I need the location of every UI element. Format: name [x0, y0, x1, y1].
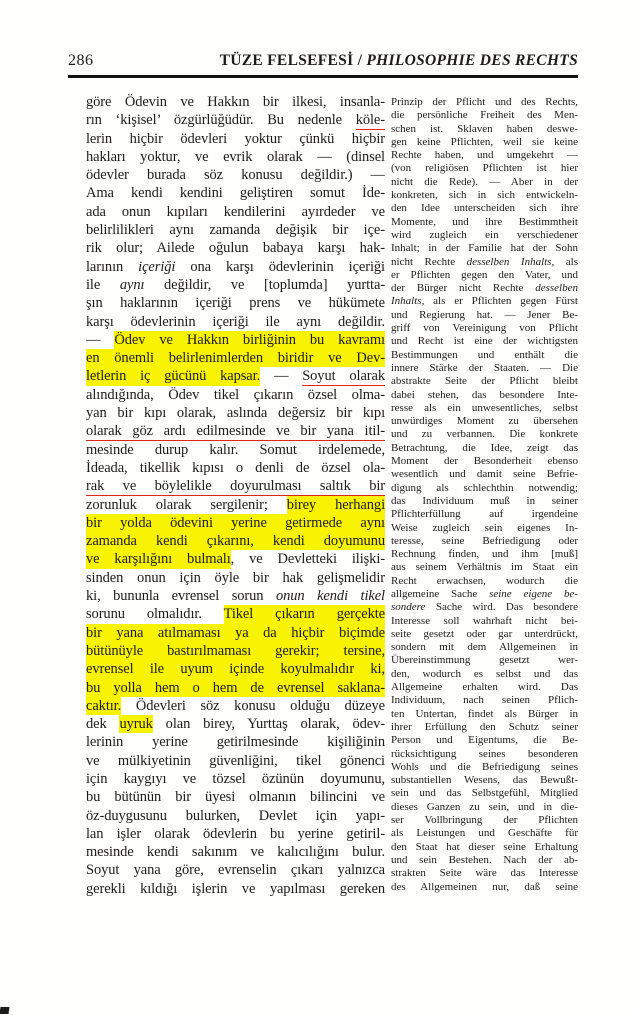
text-line	[391, 801, 578, 814]
text-line	[86, 441, 385, 459]
text-segment: — (dinsel	[302, 148, 385, 165]
text-segment: Sache wird. Das besondere	[425, 601, 578, 614]
text-line	[86, 496, 385, 514]
text-line	[86, 679, 385, 697]
text-segment: Allgemeine erhalten wird. Das	[391, 681, 578, 694]
underlined-text: hakları yoktur, ve evrik olarak	[86, 149, 303, 166]
text-line	[86, 148, 385, 166]
text-line	[391, 189, 578, 202]
text-segment: ten Untertan, findet als Bürger in	[391, 707, 578, 720]
text-segment: —	[86, 331, 115, 348]
text-line	[86, 752, 385, 770]
text-line	[86, 807, 385, 825]
text-line	[391, 322, 578, 335]
text-line	[86, 624, 385, 642]
text-segment: rın ‘kişisel’ özgürlüğüdür. Bu nedenle	[86, 112, 356, 129]
text-line	[86, 843, 385, 861]
text-line	[86, 861, 385, 879]
text-segment: öz-duygusunu bulurken, Devlet için yapı-	[86, 807, 385, 824]
text-segment: Rechte haben, und umgekehrt —	[391, 149, 578, 162]
text-segment: Ama kendi kendini geliştiren somut İde-	[86, 185, 385, 202]
text-line	[391, 774, 578, 787]
text-segment: Prinzip der Pflicht und des Rechts,	[391, 96, 578, 108]
text-line	[391, 349, 578, 362]
text-line	[86, 459, 385, 477]
text-segment: und zu verbannen. Die konkrete	[391, 428, 578, 441]
highlighted-underlined-text: birey herhangi	[287, 496, 385, 514]
text-line	[391, 561, 578, 574]
underlined-text: zorunluk olarak sergilenir;	[86, 497, 268, 514]
text-line	[391, 269, 578, 282]
text-segment: karşı ödevlerinin içeriği ile aynı değildir.	[86, 313, 385, 330]
text-segment: belirlilikleri aynı zamanda değişik bir içe-	[86, 222, 385, 239]
italic-text: sondere	[391, 601, 426, 614]
text-line	[391, 601, 578, 614]
underlined-text: rak ve böylelikle doyurulması saltık bir	[86, 478, 385, 495]
highlighted-underlined-text: caktır.	[86, 697, 121, 715]
underlined-text: tikellik kıpısı o denli de özsel ola-	[140, 460, 385, 477]
highlighted-underlined-text: bu yolla hem o hem de evrensel saklana-	[86, 679, 385, 697]
text-line	[391, 628, 578, 641]
text-segment: , ve Devletteki ilişki-	[230, 551, 385, 568]
text-segment: wesentlich und damit seine Befrie-	[391, 468, 578, 481]
text-line	[86, 587, 385, 605]
text-segment: için kaygıyı ve tözsel özünün doyumunu,	[86, 770, 385, 787]
text-segment: er Pflichten gegen den Vater, und	[391, 268, 578, 281]
text-segment: Wohls und die Befriedigung seines	[391, 760, 578, 773]
text-segment	[268, 497, 287, 513]
text-segment: den Idee unterscheiden sich ihre	[391, 202, 578, 215]
text-line	[86, 550, 385, 568]
text-line	[391, 535, 578, 548]
text-segment: aus seinem Verhältnis im Staat ein	[391, 561, 578, 574]
text-line	[391, 761, 578, 774]
running-title	[220, 52, 578, 70]
text-segment: rik olur; Ailede oğulun babaya karşı hak-	[86, 240, 385, 257]
text-line	[391, 402, 578, 415]
text-line	[391, 508, 578, 521]
text-line	[86, 422, 385, 440]
text-line	[391, 734, 578, 747]
underlined-text: Soyut olarak	[302, 368, 385, 385]
text-line	[391, 309, 578, 322]
text-line	[391, 123, 578, 136]
text-line	[391, 814, 578, 827]
text-segment: die persönliche Freiheit des Men-	[391, 109, 578, 122]
italic-text: seine eigene be-	[489, 587, 578, 600]
text-line	[391, 136, 578, 149]
highlighted-underlined-text: Tikel çıkarın gerçekte	[224, 605, 385, 623]
text-segment: ihrer Erfüllung den Schutz seiner	[391, 720, 578, 733]
italic-text: onun kendi tikel	[275, 588, 385, 605]
text-line	[86, 642, 385, 660]
text-segment: (von religiösen Pflichten ist hier	[391, 162, 578, 175]
highlighted-underlined-text: ve karşılığını bulmalı	[86, 550, 231, 568]
underlined-text: mesinde durup kalır.	[86, 442, 238, 459]
text-segment: digung als schlechthin notwendig;	[391, 481, 578, 494]
text-segment: göre Ödevin ve Hakkın bir ilkesi, insanla-	[86, 94, 385, 110]
text-line	[86, 660, 385, 678]
text-segment: teresse, seine Befriedigung oder	[391, 534, 578, 547]
text-line	[86, 715, 385, 733]
text-segment: den Staat hat dieser seine Erhaltung	[391, 840, 578, 853]
text-segment: Interesse soll wahrhaft nicht bei-	[391, 614, 578, 627]
text-line	[391, 854, 578, 867]
text-segment: Ödevleri söz konusu olduğu düzeye	[121, 697, 385, 714]
text-line	[391, 96, 578, 109]
text-segment: nicht die Rede). — Aber in der	[391, 175, 578, 188]
text-line	[391, 787, 578, 800]
text-line	[391, 229, 578, 242]
text-line	[86, 569, 385, 587]
text-line	[391, 428, 578, 441]
text-line	[86, 331, 385, 349]
text-segment: ada onun kıpıları kendilerini ayırdeder ve	[86, 203, 385, 220]
text-line	[86, 294, 385, 312]
italic-text: Inhalts	[391, 295, 422, 308]
text-line	[86, 514, 385, 532]
highlighted-underlined-text: evrensel ile uyum içinde koyulmalıdır ki,	[86, 660, 385, 678]
text-line	[86, 130, 385, 148]
text-segment: Inhalt; in der Familie hat der Sohn	[391, 242, 578, 255]
highlighted-underlined-text: Dev-	[356, 349, 385, 367]
text-line	[86, 733, 385, 751]
highlighted-underlined-text: bütünüyle bastırılmaması gerekir; tersine,	[86, 642, 385, 660]
text-line	[86, 111, 385, 129]
text-line	[86, 203, 385, 221]
highlighted-text: en önemli belirlenimlerden biridir ve	[86, 349, 356, 367]
text-segment: , als er Pflichten gegen Fürst	[421, 295, 578, 308]
text-line	[391, 575, 578, 588]
text-segment: larının	[86, 258, 139, 275]
text-line	[391, 721, 578, 734]
text-line	[391, 841, 578, 854]
highlighted-underlined-text: letlerin iç gücünü kapsar.	[86, 367, 260, 385]
scan-artifact-mark	[0, 1007, 9, 1014]
text-segment: Moment der Besonderheit ebenso	[391, 455, 578, 468]
text-segment: als Leistungen und Geschäfte für	[391, 827, 578, 840]
italic-text: içeriği	[138, 258, 176, 275]
text-line	[86, 404, 385, 422]
text-segment: der Bürger nicht Rechte	[391, 282, 536, 295]
text-line	[391, 615, 578, 628]
text-line	[391, 827, 578, 840]
text-segment: gen keine Pflichten, weil sie keine	[391, 135, 578, 148]
margin-note-column	[391, 96, 578, 894]
highlighted-text: uyruk	[119, 715, 152, 733]
text-line	[86, 770, 385, 788]
text-line	[391, 641, 578, 654]
text-segment: resse als ein unwesentliches, selbst	[391, 401, 578, 414]
text-line	[86, 93, 385, 111]
text-segment: Soyut yana göre, evrenselin çıkarı yalnızca	[86, 862, 385, 879]
text-segment: das Individuum muß in seiner	[391, 494, 578, 507]
text-segment: lan işler olarak ödevlerin bu yerine getiril-	[86, 825, 385, 842]
text-segment: olan birey, Yurttaş olarak, ödev-	[152, 716, 385, 733]
text-segment: İdeada,	[86, 459, 140, 476]
text-segment: seite gesetzt oder gar unterdrückt,	[391, 627, 578, 640]
text-line	[86, 349, 385, 367]
text-line	[391, 681, 578, 694]
text-segment: unwürdiges Moment zu übersehen	[391, 415, 578, 428]
text-segment: dieses Ganzen zu sein, und in die-	[391, 800, 578, 813]
text-segment: , als	[551, 255, 578, 268]
text-line	[86, 276, 385, 294]
text-segment: ki, bununla evrensel sorun	[86, 588, 276, 605]
page-header	[68, 52, 578, 78]
text-segment: Betrachtung, die Idee, zeigt das	[391, 441, 578, 454]
italic-text: aynı	[119, 276, 145, 293]
text-line	[86, 788, 385, 806]
text-line	[86, 825, 385, 843]
text-line	[391, 588, 578, 601]
text-line	[86, 477, 385, 495]
text-line	[391, 295, 578, 308]
text-line	[391, 176, 578, 189]
text-line	[391, 548, 578, 561]
underlined-text: yan bir kıpı olarak, aslında değersiz bir kıpı	[86, 405, 385, 422]
text-segment: sondern mit dem Allgemeinen in	[391, 641, 578, 654]
highlighted-text: Ödev ve Hakkın birliğinin bu kavramı	[114, 331, 385, 349]
text-segment: Weise zugleich sein eigenes In-	[391, 521, 578, 534]
text-line	[86, 532, 385, 550]
text-segment: schen ist. Sklaven haben deswe-	[391, 122, 578, 135]
text-segment: den, wodurch es selbst und das	[391, 667, 578, 680]
text-segment: substantiellen Wesens, das Bewußt-	[391, 774, 578, 787]
italic-text: desselben	[535, 282, 578, 295]
text-segment: şın haklarının içeriği prens ve hükümete	[86, 295, 385, 312]
text-segment: Rechnung finden, und ihm [muß]	[391, 548, 578, 561]
text-line	[391, 389, 578, 402]
text-segment: Bestimmungen und enthält die	[391, 348, 578, 361]
text-line	[391, 202, 578, 215]
text-line	[391, 242, 578, 255]
text-segment: Pflichterfüllung auf irgendeine	[391, 508, 578, 521]
highlighted-underlined-text: zamanda kendi çıkarını, kendi doyumunu	[86, 532, 385, 550]
text-line	[391, 455, 578, 468]
text-segment: dek	[86, 716, 120, 733]
text-segment: sein und das Selbstgefühl, Mitglied	[391, 787, 578, 800]
text-segment: und Recht ist eine der wichtigsten	[391, 335, 578, 348]
highlighted-underlined-text: bir yana atılmaması ya da hiçbir biçimde	[86, 624, 385, 642]
text-line	[391, 748, 578, 761]
underlined-text: köle-	[356, 112, 385, 129]
text-segment: gerekli kıldığı işlerin ve yapılması gereken	[86, 880, 385, 897]
underlined-text: olarak göz ardı edilmesinde ve bir yana itil-	[86, 423, 385, 440]
text-segment: ona karşı ödevlerinin içeriği	[175, 258, 385, 275]
text-line	[86, 313, 385, 331]
underlined-text: lerin hiçbir ödevleri yoktur çünkü hiçbir	[86, 131, 385, 148]
text-segment: Somut irdelemede,	[238, 441, 385, 458]
page-number: 286	[68, 52, 94, 69]
text-line	[391, 162, 578, 175]
text-line	[86, 221, 385, 239]
text-segment: Recht erwachsen, wodurch die	[391, 574, 578, 587]
text-line	[391, 335, 578, 348]
text-segment: sinden onun için öyle bir hak gelişmelidir	[86, 569, 385, 586]
text-line	[86, 880, 385, 898]
text-line	[391, 216, 578, 229]
text-line	[391, 149, 578, 162]
text-segment: değildir, ve [toplumda] yurtta-	[144, 276, 385, 293]
text-line	[391, 109, 578, 122]
underlined-text: alındığında, Ödev tikel çıkarın özsel olma-	[86, 387, 385, 404]
text-line	[86, 258, 385, 276]
main-text-column	[86, 93, 385, 898]
text-line	[391, 362, 578, 375]
text-line	[391, 522, 578, 535]
text-segment: —	[260, 368, 303, 385]
text-line	[86, 184, 385, 202]
text-line	[391, 867, 578, 880]
text-line	[391, 256, 578, 269]
text-line	[391, 668, 578, 681]
text-segment: rücksichtigung seines besonderen	[391, 747, 578, 760]
text-line	[86, 386, 385, 404]
text-line	[391, 881, 578, 894]
text-segment: Momente, und ihre Bestimmtheit	[391, 215, 578, 228]
text-segment: strakten Seite wäre das Interesse	[391, 867, 578, 880]
text-line	[86, 367, 385, 385]
text-line	[391, 282, 578, 295]
text-line	[391, 468, 578, 481]
text-segment: ödevler burada söz konusu değildir.) —	[86, 167, 385, 184]
text-segment: nicht Rechte	[391, 255, 467, 268]
running-title-separator: /	[353, 52, 367, 69]
text-line	[391, 708, 578, 721]
italic-text: desselben Inhalts	[466, 255, 552, 268]
running-title-turkish: TÜZE FELSEFESİ	[219, 52, 354, 69]
text-segment: bu bütünün bir üyesi olmanın bilincini ve	[86, 789, 385, 806]
text-segment: innere Stärke der Staaten. — Die	[391, 361, 578, 374]
text-segment: Person und Eigentums, die Be-	[391, 734, 578, 747]
text-segment: sorunu olmalıdır.	[86, 606, 224, 623]
text-segment: ile	[86, 276, 120, 293]
text-segment: und sein Bestehen. Nach der ab-	[391, 853, 578, 866]
text-line	[86, 239, 385, 257]
text-line	[391, 654, 578, 667]
text-segment: abstrakte Seite der Pflicht bleibt	[391, 375, 578, 388]
text-segment: allgemeine Sache	[391, 587, 490, 600]
text-segment: ser Vollbringung der Pflichten	[391, 814, 578, 827]
text-line	[391, 442, 578, 455]
text-line	[391, 415, 578, 428]
running-title-german: PHILOSOPHIE DES RECHTS	[366, 52, 578, 69]
text-segment: ve mülkiyetinin güvenliğini, tikel gönenci	[86, 752, 385, 769]
text-segment: dabei stehen, das besondere Inte-	[391, 388, 578, 401]
text-line	[391, 375, 578, 388]
text-segment: konkreten, sich in sich entwickeln-	[391, 189, 578, 202]
text-line	[391, 495, 578, 508]
text-segment: mesinde kendi sakınım ve kalıcılığını bulur.	[86, 844, 385, 861]
text-line	[86, 166, 385, 184]
text-segment: und Regierung hat. — Jener Be-	[391, 308, 578, 321]
text-line	[391, 482, 578, 495]
text-line	[86, 605, 385, 623]
text-line	[86, 697, 385, 715]
text-segment: Übereinstimmung gesetzt wer-	[391, 654, 578, 667]
text-segment: des Allgemeinen nur, daß seine	[391, 880, 578, 893]
text-segment: wird zugleich ein verschiedener	[391, 228, 578, 241]
text-segment: griff von Vereinigung von Pflicht	[391, 322, 578, 335]
highlighted-underlined-text: bir yolda ödevini yerine getirmede aynı	[86, 514, 385, 532]
text-segment: Individuum, nach seinen Pflich-	[391, 694, 578, 707]
text-line	[391, 694, 578, 707]
text-segment: lerinin yerine getirilmesinde kişiliğinin	[86, 734, 385, 751]
